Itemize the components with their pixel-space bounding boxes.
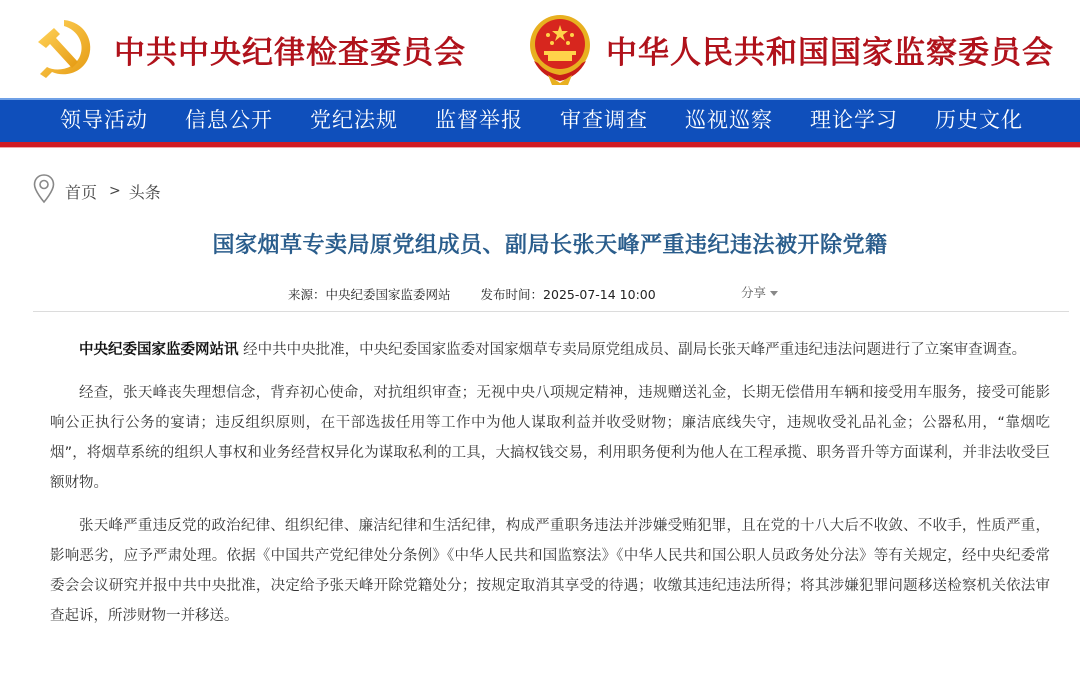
nav-item-history[interactable]: 历史文化 [935, 108, 1023, 132]
article-meta [288, 285, 767, 303]
nav-item-report[interactable]: 监督举报 [435, 108, 523, 132]
nav-item-investigation[interactable]: 审查调查 [560, 108, 648, 132]
nav-item-regulations[interactable]: 党纪法规 [310, 108, 398, 132]
breadcrumb-current-link[interactable]: 头条 [128, 182, 161, 202]
site-header [0, 0, 1080, 98]
party-emblem-icon [34, 16, 96, 82]
title-divider [33, 311, 1069, 312]
nav-item-theory[interactable]: 理论学习 [810, 108, 898, 132]
source-label: 来源： [288, 287, 326, 302]
paragraph-1 [50, 335, 1050, 365]
paragraph-text: 经查，张天峰丧失理想信念，背弃初心使命，对抗组织审查；无视中央八项规定精神，违规赠送礼金，长期无偿借用车辆和接受用车服务，接受可能影响公正执行公务的宴请；违反组织原则，在干部选拔任用等工作中为他人谋取利益并收受财物；廉洁底线失守，违规收受礼品礼金；公器私用，“靠烟吃烟”，将烟草系统的组织人事权和业务经营权异化为谋取私利的工具，大搞权钱交易，利用职务便利为他人在工程承揽、职务晋升等方面谋利，并非法收受巨额财物。 [50, 385, 1050, 491]
paragraph-3 [50, 511, 1050, 631]
main-nav [0, 98, 1080, 146]
national-emblem-icon [528, 11, 592, 87]
caret-down-icon [770, 291, 778, 296]
nav-stripe-shadow [0, 147, 1080, 148]
location-pin-icon [33, 174, 55, 208]
nsc-logo-link[interactable] [528, 0, 1054, 98]
article-date [481, 285, 656, 303]
article-source [288, 285, 451, 303]
share-button[interactable] [741, 283, 778, 301]
date-label: 发布时间： [480, 287, 544, 302]
nav-item-info-disclosure[interactable]: 信息公开 [185, 108, 273, 132]
dateline: 中央纪委国家监委网站讯 [79, 342, 239, 358]
date-value: 2025-07-14 10:00 [543, 287, 656, 302]
ccdi-logo-link[interactable] [34, 0, 466, 98]
source-value: 中央纪委国家监委网站 [325, 287, 451, 302]
breadcrumb [33, 174, 161, 208]
article-title: 国家烟草专卖局原党组成员、副局长张天峰严重违纪违法被开除党籍 [212, 233, 888, 258]
nav-item-inspection[interactable]: 巡视巡察 [685, 108, 773, 132]
share-label: 分享 [741, 285, 767, 300]
article-body [50, 335, 1050, 644]
paragraph-text: 经中共中央批准，中央纪委国家监委对国家烟草专卖局原党组成员、副局长张天峰严重违纪违法问题进行了立案审查调查。 [238, 342, 1027, 358]
paragraph-2 [50, 378, 1050, 498]
nav-item-leadership[interactable]: 领导活动 [60, 108, 148, 132]
paragraph-text: 张天峰严重违反党的政治纪律、组织纪律、廉洁纪律和生活纪律，构成严重职务违法并涉嫌受贿犯罪，且在党的十八大后不收敛、不收手，性质严重，影响恶劣，应予严肃处理。依据《中国共产党纪律处分条例》《中华人民共和国监察法》《中华人民共和国公职人员政务处分法》等有关规定，经中央纪委常委会会议研究并报中共中央批准，决定给予张天峰开除党籍处分；按规定取消其享受的待遇；收缴其违纪违法所得；将其涉嫌犯罪问题移送检察机关依法审查起诉，所涉财物一并移送。 [50, 518, 1050, 624]
breadcrumb-home-link[interactable]: 首页 [65, 182, 98, 202]
nsc-title: 中华人民共和国国家监察委员会 [606, 34, 1054, 71]
breadcrumb-separator: > [109, 183, 121, 199]
ccdi-title: 中共中央纪律检查委员会 [114, 34, 466, 71]
